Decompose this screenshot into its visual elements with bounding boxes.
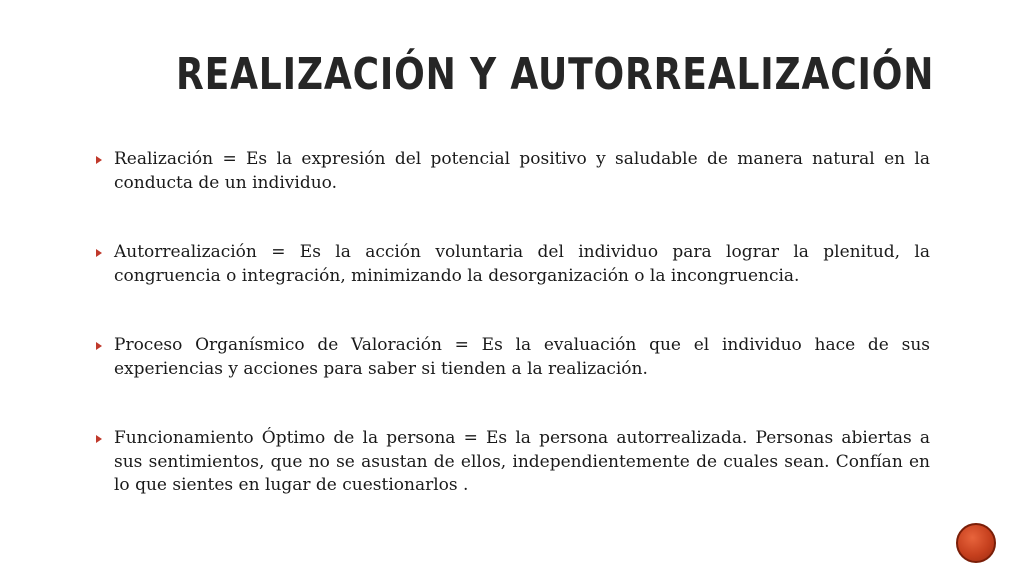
bullet-item [96, 241, 930, 288]
bullet-arrow-icon [96, 156, 102, 164]
bullet-arrow-icon [96, 249, 102, 257]
bullet-text: Realización = Es la expresión del potencial positivo y saludable de manera natural en la conducta de un individuo. [114, 149, 930, 193]
bullet-text: Funcionamiento Óptimo de la persona = Es la persona autorrealizada. Personas abiertas a sus sentimientos, que no se asustan de ellos, independientemente de cuales sean. Confían en lo que sientes en lugar de cuestionarlos . [114, 428, 930, 495]
bullet-text: Proceso Organísmico de Valoración = Es la evaluación que el individuo hace de sus experiencias y acciones para saber si tienden a la realización. [114, 335, 930, 379]
bullet-item [96, 148, 930, 195]
bullet-item [96, 334, 930, 381]
bullet-text: Autorrealización = Es la acción voluntaria del individuo para lograr la plenitud, la congruencia o integración, minimizando la desorganización o la incongruencia. [114, 242, 930, 286]
bullet-item [96, 427, 930, 498]
bullet-arrow-icon [96, 342, 102, 350]
bullet-list [96, 148, 930, 498]
bullet-arrow-icon [96, 435, 102, 443]
slide-number-badge [956, 523, 996, 563]
slide-title: REALIZACIÓN Y AUTORREALIZACIÓN [176, 49, 935, 100]
